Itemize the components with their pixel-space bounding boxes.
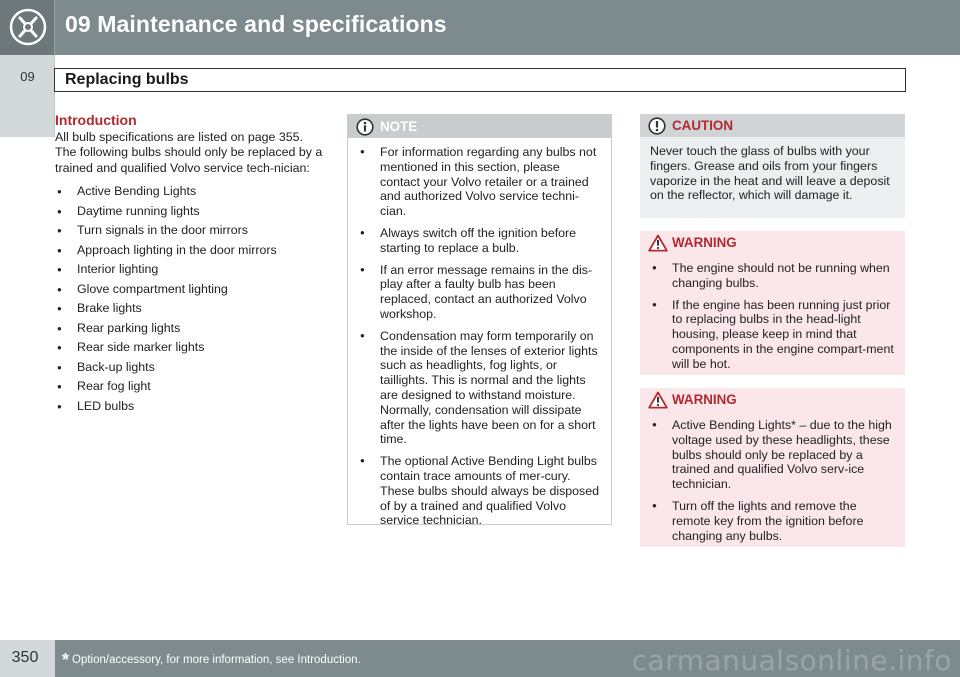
- page-header: [0, 0, 960, 55]
- introduction-heading: Introduction: [55, 112, 137, 128]
- wrench-gear-icon: [0, 0, 55, 55]
- footnote-asterisk: *: [62, 650, 70, 670]
- watermark: carmanualsonline.info: [631, 644, 952, 677]
- list-item: ● Turn off the lights and remove the remote key from the ignition before changing any bulbs.: [650, 499, 895, 543]
- warning-header: [640, 231, 905, 254]
- exclamation-circle-icon: [648, 117, 666, 140]
- list-item: ● If an error message remains in the dis-play after a faulty bulb has been replaced, contact an authorized Volvo workshop.: [358, 263, 601, 322]
- list-item: ● Active Bending Lights: [55, 184, 325, 199]
- list-item: ● Condensation may form temporarily on the inside of the lenses of exterior lights such as headlights, fog lights, or taillights. This is normal and the lights are designed to withstand moisture. Normally, condensation will dissipate after the lights have been on for a short time.: [358, 329, 601, 447]
- list-item: ● For information regarding any bulbs not mentioned in this section, please contact your Volvo retailer or a trained and authorized Volvo service techni-cian.: [358, 145, 601, 219]
- note-list: [358, 145, 601, 528]
- warning-box: [640, 231, 905, 375]
- list-item: ● Rear parking lights: [55, 321, 325, 336]
- footnote: [62, 650, 361, 671]
- list-item: ● Rear fog light: [55, 379, 325, 394]
- page-number: 350: [11, 649, 39, 666]
- section-title: Replacing bulbs: [65, 71, 189, 88]
- chapter-tab-label: 09: [20, 69, 35, 84]
- warning-label: WARNING: [672, 235, 737, 250]
- list-item: ● LED bulbs: [55, 399, 325, 414]
- caution-text: Never touch the glass of bulbs with your fingers. Grease and oils from your fingers vaporize in the heat and will leave a deposit on the reflector, which will damage it.: [650, 144, 890, 203]
- chapter-tab: [0, 55, 55, 137]
- list-item: ● Always switch off the ignition before starting to replace a bulb.: [358, 226, 601, 256]
- list-item: ● The engine should not be running when changing bulbs.: [650, 261, 895, 291]
- bulb-list: [55, 184, 325, 414]
- warning-list: [650, 261, 895, 372]
- list-item: ● Turn signals in the door mirrors: [55, 223, 325, 238]
- list-item: ● Back-up lights: [55, 360, 325, 375]
- introduction-section: [55, 112, 325, 418]
- chapter-title: 09 Maintenance and specifications: [65, 11, 447, 37]
- warning-triangle-icon: [648, 234, 668, 257]
- note-label: NOTE: [380, 119, 418, 134]
- list-item: ● The optional Active Bending Light bulbs contain trace amounts of mer-cury. These bulbs should always be disposed of by a trained and qualified Volvo service technician.: [358, 454, 601, 528]
- list-item: ● If the engine has been running just prior to replacing bulbs in the head-light housing, please keep in mind that components in the engine compart-ment will be hot.: [650, 298, 895, 372]
- list-item: ● Daytime running lights: [55, 204, 325, 219]
- warning-label: WARNING: [672, 392, 737, 407]
- info-icon: [356, 118, 374, 141]
- list-item: ● Approach lighting in the door mirrors: [55, 243, 325, 258]
- list-item: ● Rear side marker lights: [55, 340, 325, 355]
- warning-box: [640, 388, 905, 547]
- footnote-text: Option/accessory, for more information, see Introduction.: [72, 654, 361, 666]
- caution-box: [640, 114, 905, 218]
- list-item: ● Active Bending Lights* – due to the high voltage used by these headlights, these bulbs should only be replaced by a trained and qualified Volvo serv-ice technician.: [650, 418, 895, 492]
- note-header: [348, 115, 611, 138]
- warning-header: [640, 388, 905, 411]
- list-item: ● Brake lights: [55, 301, 325, 316]
- note-box: [347, 114, 612, 528]
- caution-header: [640, 114, 905, 137]
- introduction-text: All bulb specifications are listed on page 355. The following bulbs should only be replaced by a trained and qualified Volvo service tech-nician:: [55, 130, 323, 175]
- page-footer: [0, 640, 960, 677]
- list-item: ● Glove compartment lighting: [55, 282, 325, 297]
- warning-triangle-icon: [648, 391, 668, 414]
- section-title-bar: [54, 68, 906, 92]
- warning-list: [650, 418, 895, 543]
- caution-label: CAUTION: [672, 118, 733, 133]
- list-item: ● Interior lighting: [55, 262, 325, 277]
